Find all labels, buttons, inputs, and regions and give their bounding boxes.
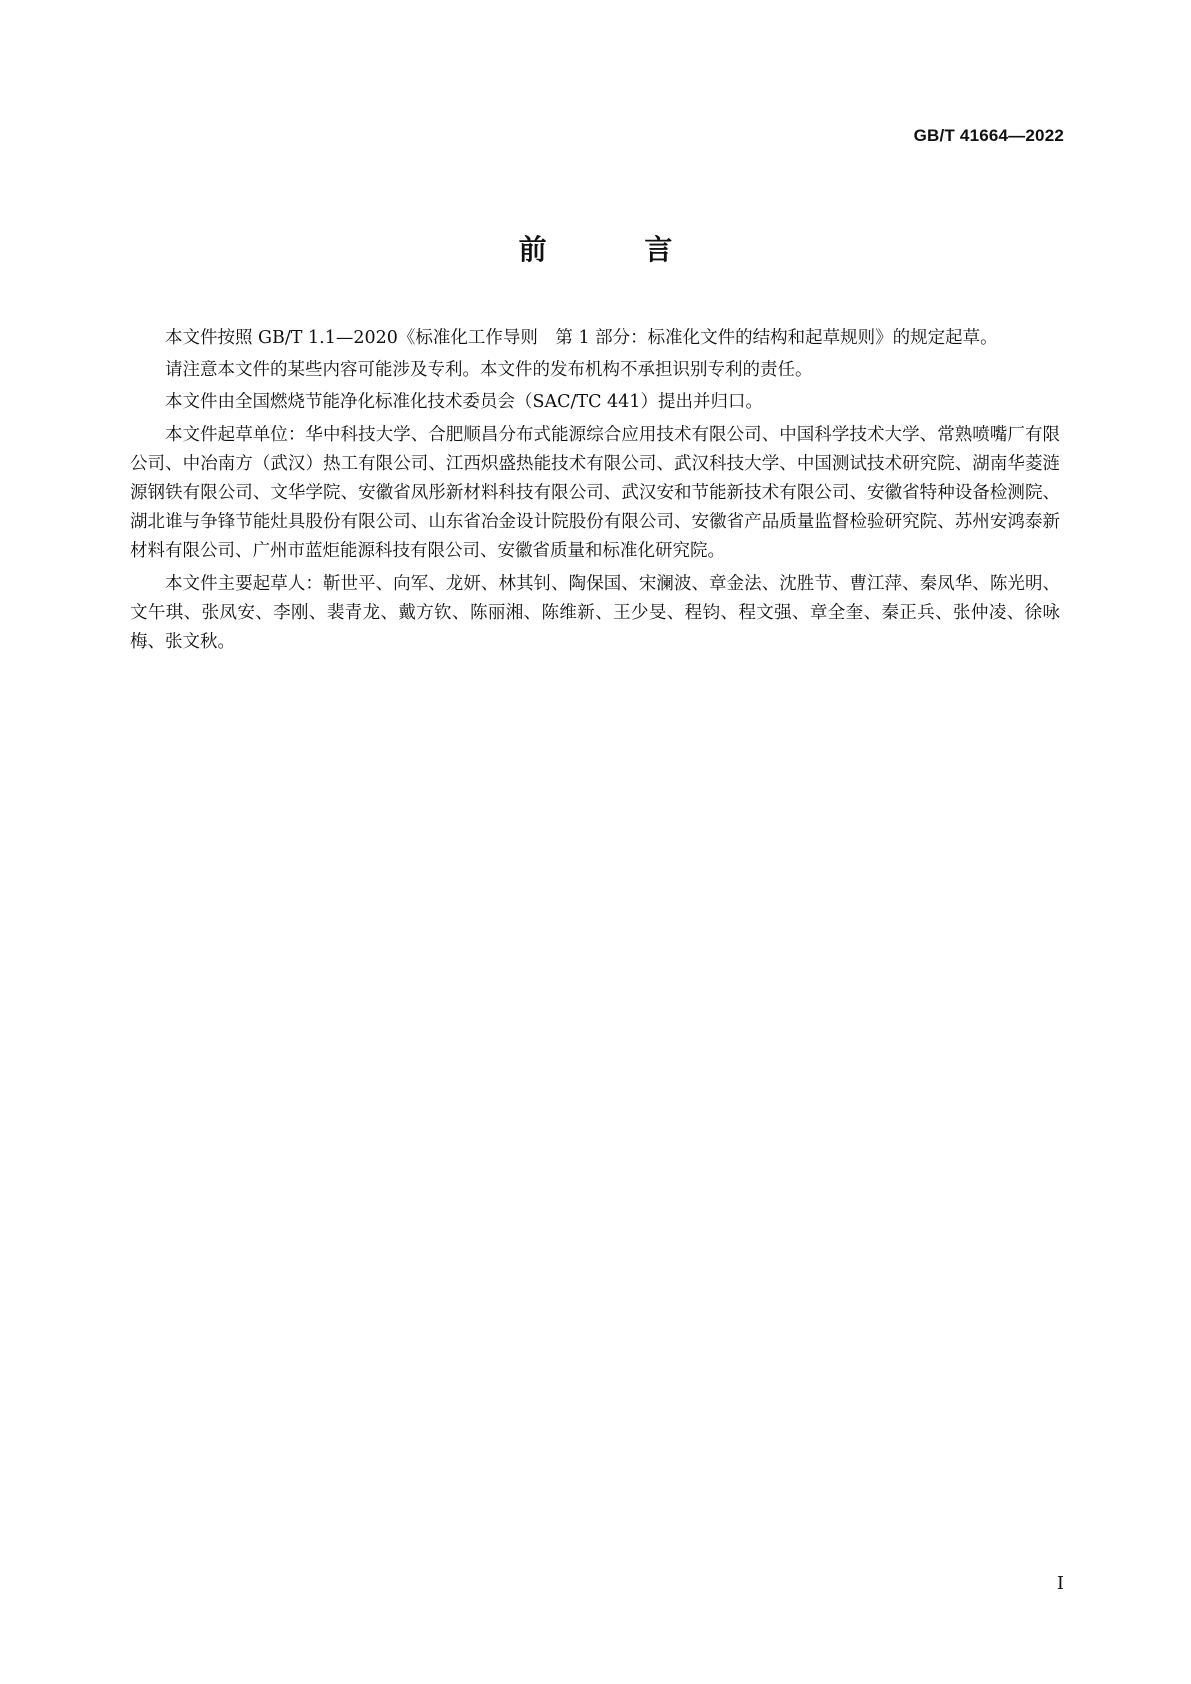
paragraph-drafters: 本文件主要起草人：靳世平、向军、龙妍、林其钊、陶保国、宋澜波、章金法、沈胜节、曹江萍、秦凤华、陈光明、文午琪、张凤安、李刚、裴青龙、戴方钦、陈丽湘、陈维新、王少旻、程钧、程文强、章全奎、秦正兵、张仲凌、徐咏梅、张文秋。 (130, 573, 1060, 653)
standard-code: GB/T 41664—2022 (913, 126, 1064, 145)
foreword-body (130, 324, 1060, 660)
paragraph-proposer: 本文件由全国燃烧节能净化标准化技术委员会（SAC/TC 441）提出并归口。 (165, 392, 763, 413)
paragraph-patent-notice: 请注意本文件的某些内容可能涉及专利。本文件的发布机构不承担识别专利的责任。 (165, 360, 813, 381)
paragraph-drafting-units: 本文件起草单位：华中科技大学、合肥顺昌分布式能源综合应用技术有限公司、中国科学技术大学、常熟喷嘴厂有限公司、中冶南方（武汉）热工有限公司、江西炽盛热能技术有限公司、武汉科技大学、中国测试技术研究院、湖南华菱涟源钢铁有限公司、文华学院、安徽省凤彤新材料科技有限公司、武汉安和节能新技术有限公司、安徽省特种设备检测院、湖北谁与争锋节能灶具股份有限公司、山东省冶金设计院股份有限公司、安徽省产品质量监督检验研究院、苏州安鸿泰新材料有限公司、广州市蓝炬能源科技有限公司、安徽省质量和标准化研究院。 (130, 424, 1060, 562)
page-title: 前 言 (518, 233, 717, 266)
page-number: I (1056, 1573, 1064, 1594)
paragraph-drafting-rules: 本文件按照 GB/T 1.1—2020《标准化工作导则 第 1 部分：标准化文件的结构和起草规则》的规定起草。 (165, 328, 998, 348)
